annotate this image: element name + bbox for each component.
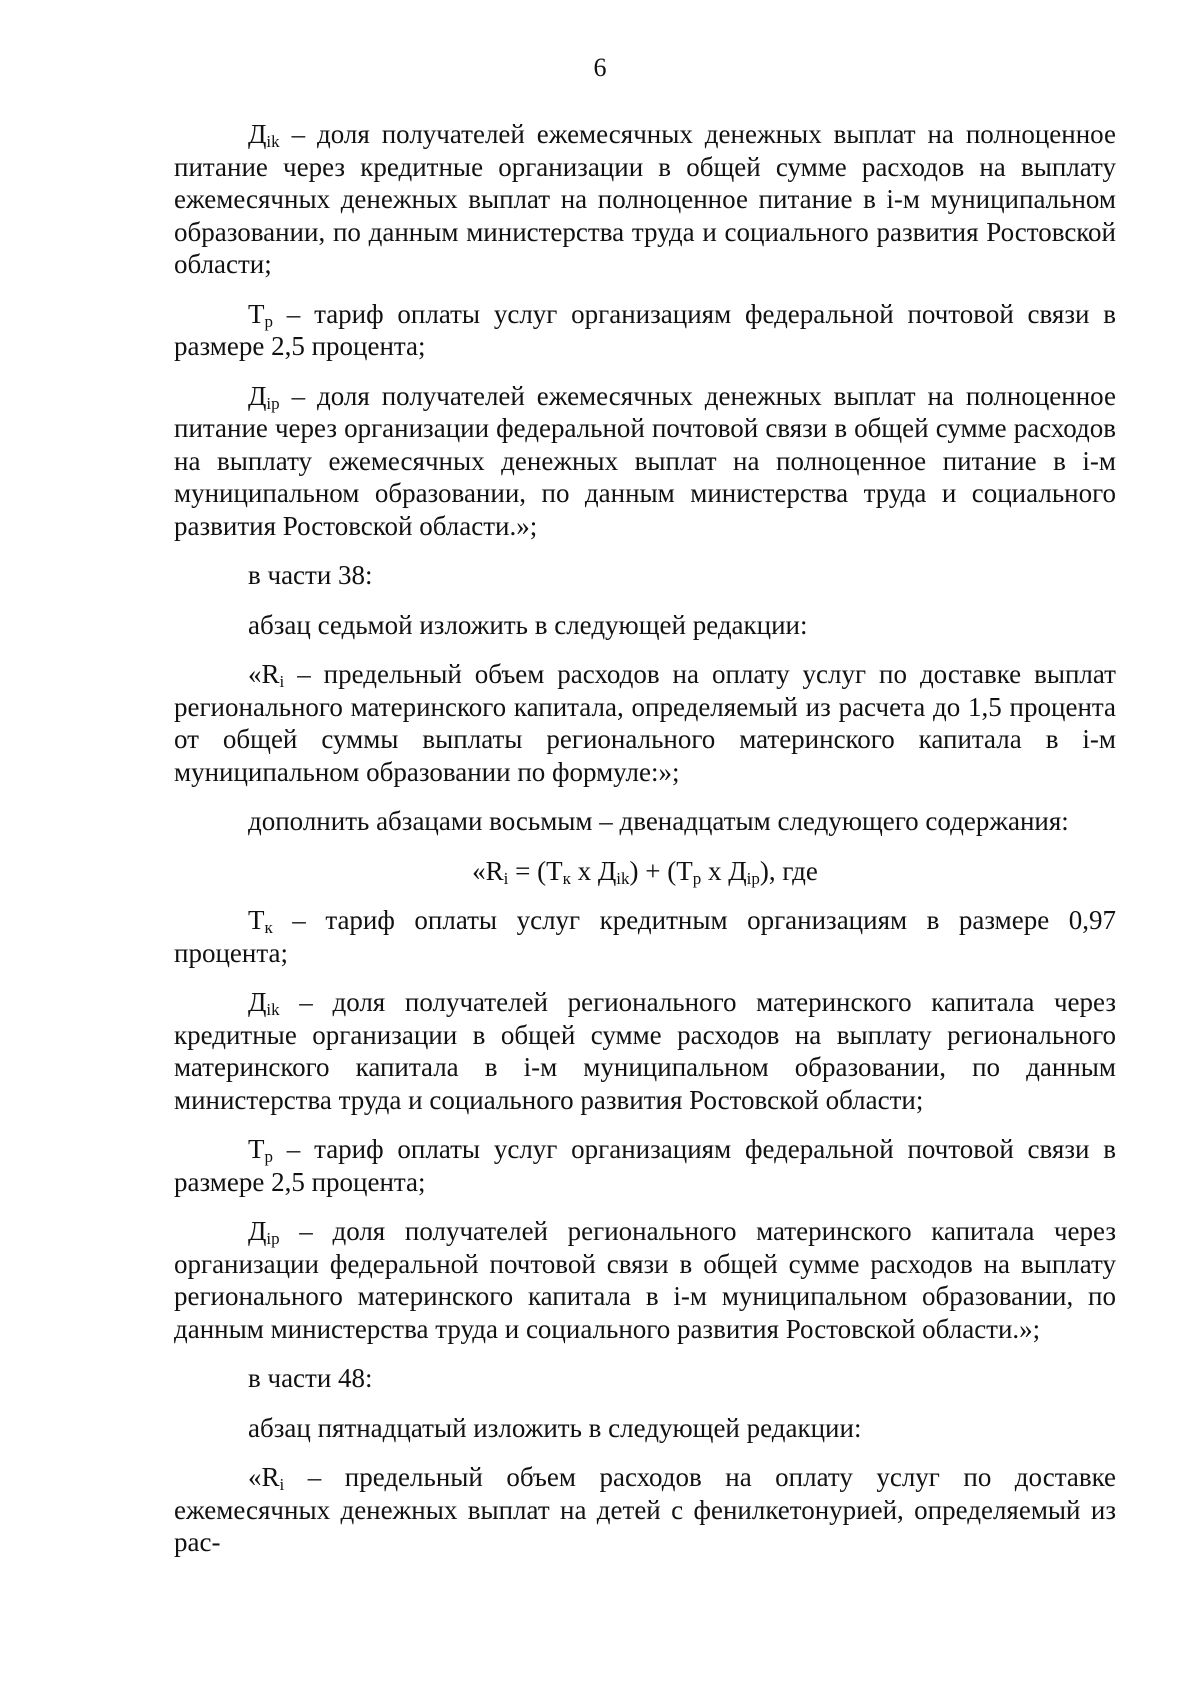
text-run: – доля получателей регионального материнского капитала через организации федеральной почтовой связи в общей сумме расходов на выплату регионального материнского капитала в i-м муниципальном образовании, по данным министерства труда и социального развития Ростовской области.»;	[174, 1216, 1116, 1344]
subscript-text: р	[264, 1147, 273, 1166]
text-run: – доля получателей ежемесячных денежных выплат на полноценное питание через организации федеральной почтовой связи в общей сумме расходов на выплату ежемесячных денежных выплат на полноценное питание в i-м муниципальном образовании, по данным министерства труда и социального развития Ростовской области.»;	[174, 380, 1116, 541]
text-run: в части 38:	[248, 560, 373, 590]
paragraph	[174, 1133, 1116, 1198]
paragraph	[174, 298, 1116, 363]
text-run: Т	[248, 905, 265, 935]
text-run: «R	[472, 855, 504, 886]
text-run: абзац пятнадцатый изложить в следующей редакции:	[248, 1412, 862, 1443]
text-run: – доля получателей регионального материнского капитала через кредитные организации в общей сумме расходов на выплату регионального материнского капитала в i-м муниципальном образовании, по данным министерства труда и социального развития Ростовской области;	[174, 987, 1116, 1115]
subscript-text: к	[562, 868, 571, 888]
text-run: «R	[248, 659, 280, 689]
subscript-text: р	[264, 311, 273, 331]
subscript-text: i	[503, 868, 509, 888]
paragraph	[174, 1362, 1116, 1395]
paragraph	[174, 805, 1116, 838]
paragraph	[174, 904, 1116, 969]
text-run: Т	[248, 298, 265, 329]
text-run: Д	[248, 987, 267, 1017]
text-run: = (Т	[508, 855, 563, 886]
subscript-text: р	[692, 868, 702, 888]
subscript-text: ip	[266, 1229, 280, 1248]
paragraph	[174, 1412, 1116, 1445]
subscript-text: ip	[266, 393, 280, 413]
paragraph	[174, 559, 1116, 592]
paragraph	[174, 1461, 1116, 1559]
text-run: х Д	[570, 855, 617, 886]
document-body	[174, 118, 1116, 1576]
subscript-text: i	[279, 1475, 285, 1494]
paragraph	[174, 380, 1116, 543]
text-run: ) + (Т	[629, 855, 693, 886]
text-run: – тариф оплаты услуг кредитным организациям в размере 0,97 процента;	[174, 905, 1116, 968]
text-run: Д	[248, 380, 267, 411]
text-run: «R	[248, 1462, 280, 1492]
text-run: дополнить абзацами восьмым – двенадцатым следующего содержания:	[248, 806, 1069, 836]
subscript-text: ik	[266, 1000, 280, 1019]
text-run: – тариф оплаты услуг организациям федеральной почтовой связи в размере 2,5 процента;	[174, 1134, 1116, 1197]
subscript-text: ik	[616, 868, 630, 888]
subscript-text: ik	[266, 132, 280, 151]
subscript-text: i	[279, 672, 285, 691]
page-number: 6	[593, 53, 607, 82]
text-run: в части 48:	[248, 1363, 373, 1393]
paragraph	[174, 1215, 1116, 1345]
text-run: – доля получателей ежемесячных денежных выплат на полноценное питание через кредитные организации в общей сумме расходов на выплату ежемесячных денежных выплат на полноценное питание в i-м муниципальном образовании, по данным министерства труда и социального развития Ростовской области;	[174, 119, 1116, 279]
text-run: Д	[248, 1216, 267, 1246]
subscript-text: к	[264, 918, 273, 937]
text-run: Д	[248, 119, 267, 149]
text-run: абзац седьмой изложить в следующей редакции:	[248, 609, 808, 640]
paragraph	[174, 986, 1116, 1116]
text-run: х Д	[701, 855, 747, 886]
formula-paragraph	[174, 855, 1116, 888]
paragraph	[174, 609, 1116, 642]
text-run: – предельный объем расходов на оплату услуг по доставке ежемесячных денежных выплат на детей с фенилкетонурией, определяемый из рас-	[174, 1462, 1116, 1557]
subscript-text: ip	[746, 868, 760, 888]
paragraph	[174, 658, 1116, 788]
text-run: Т	[248, 1134, 265, 1164]
paragraph	[174, 118, 1116, 281]
text-run: – предельный объем расходов на оплату услуг по доставке выплат регионального материнского капитала, определяемый из расчета до 1,5 процента от общей суммы выплаты регионального материнского капитала в i-м муниципальном образовании по формуле:»;	[174, 659, 1116, 787]
text-run: ), где	[759, 855, 818, 886]
text-run: – тариф оплаты услуг организациям федеральной почтовой связи в размере 2,5 процента;	[174, 298, 1116, 361]
